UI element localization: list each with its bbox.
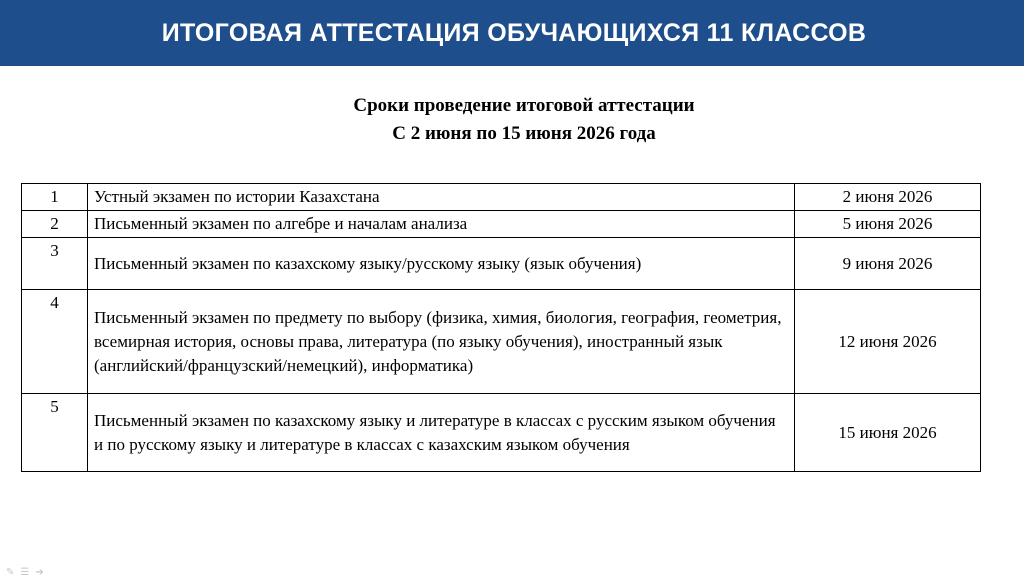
row-number: 2	[22, 211, 88, 238]
exam-description: Письменный экзамен по алгебре и началам анализа	[88, 211, 795, 238]
row-number: 3	[22, 238, 88, 290]
page-title: ИТОГОВАЯ АТТЕСТАЦИЯ ОБУЧАЮЩИХСЯ 11 КЛАССОВ	[161, 18, 867, 47]
table-row	[22, 238, 981, 290]
menu-icon[interactable]: ☰	[20, 567, 30, 578]
next-arrow-icon[interactable]: ➔	[35, 567, 44, 578]
subtitle-line-1: Сроки проведение итоговой аттестации	[353, 95, 695, 116]
exam-description: Письменный экзамен по казахскому языку/русскому языку (язык обучения)	[88, 238, 795, 290]
table-row	[22, 184, 981, 211]
row-number: 4	[22, 290, 88, 394]
row-number: 1	[22, 184, 88, 211]
exam-date: 15 июня 2026	[795, 394, 981, 472]
exam-schedule-table	[21, 183, 981, 472]
exam-description: Письменный экзамен по предмету по выбору (физика, химия, биология, география, геометрия, всемирная история, основы права, литература (по языку обучения), иностранный язык (английский/французский/немецкий), информатика)	[88, 290, 795, 394]
subtitle-line-2: С 2 июня по 15 июня 2026 года	[392, 123, 656, 144]
exam-date: 2 июня 2026	[795, 184, 981, 211]
table-row	[22, 290, 981, 394]
exam-description: Устный экзамен по истории Казахстана	[88, 184, 795, 211]
pen-icon[interactable]: ✎	[6, 567, 15, 578]
slide-controls	[6, 567, 44, 578]
row-number: 5	[22, 394, 88, 472]
exam-description: Письменный экзамен по казахскому языку и литературе в классах с русским языком обучения и по русскому языку и литературе в классах с казахским языком обучения	[88, 394, 795, 472]
table-row	[22, 211, 981, 238]
title-bar	[0, 0, 1024, 66]
exam-date: 12 июня 2026	[795, 290, 981, 394]
exam-date: 9 июня 2026	[795, 238, 981, 290]
exam-date: 5 июня 2026	[795, 211, 981, 238]
table-row	[22, 394, 981, 472]
